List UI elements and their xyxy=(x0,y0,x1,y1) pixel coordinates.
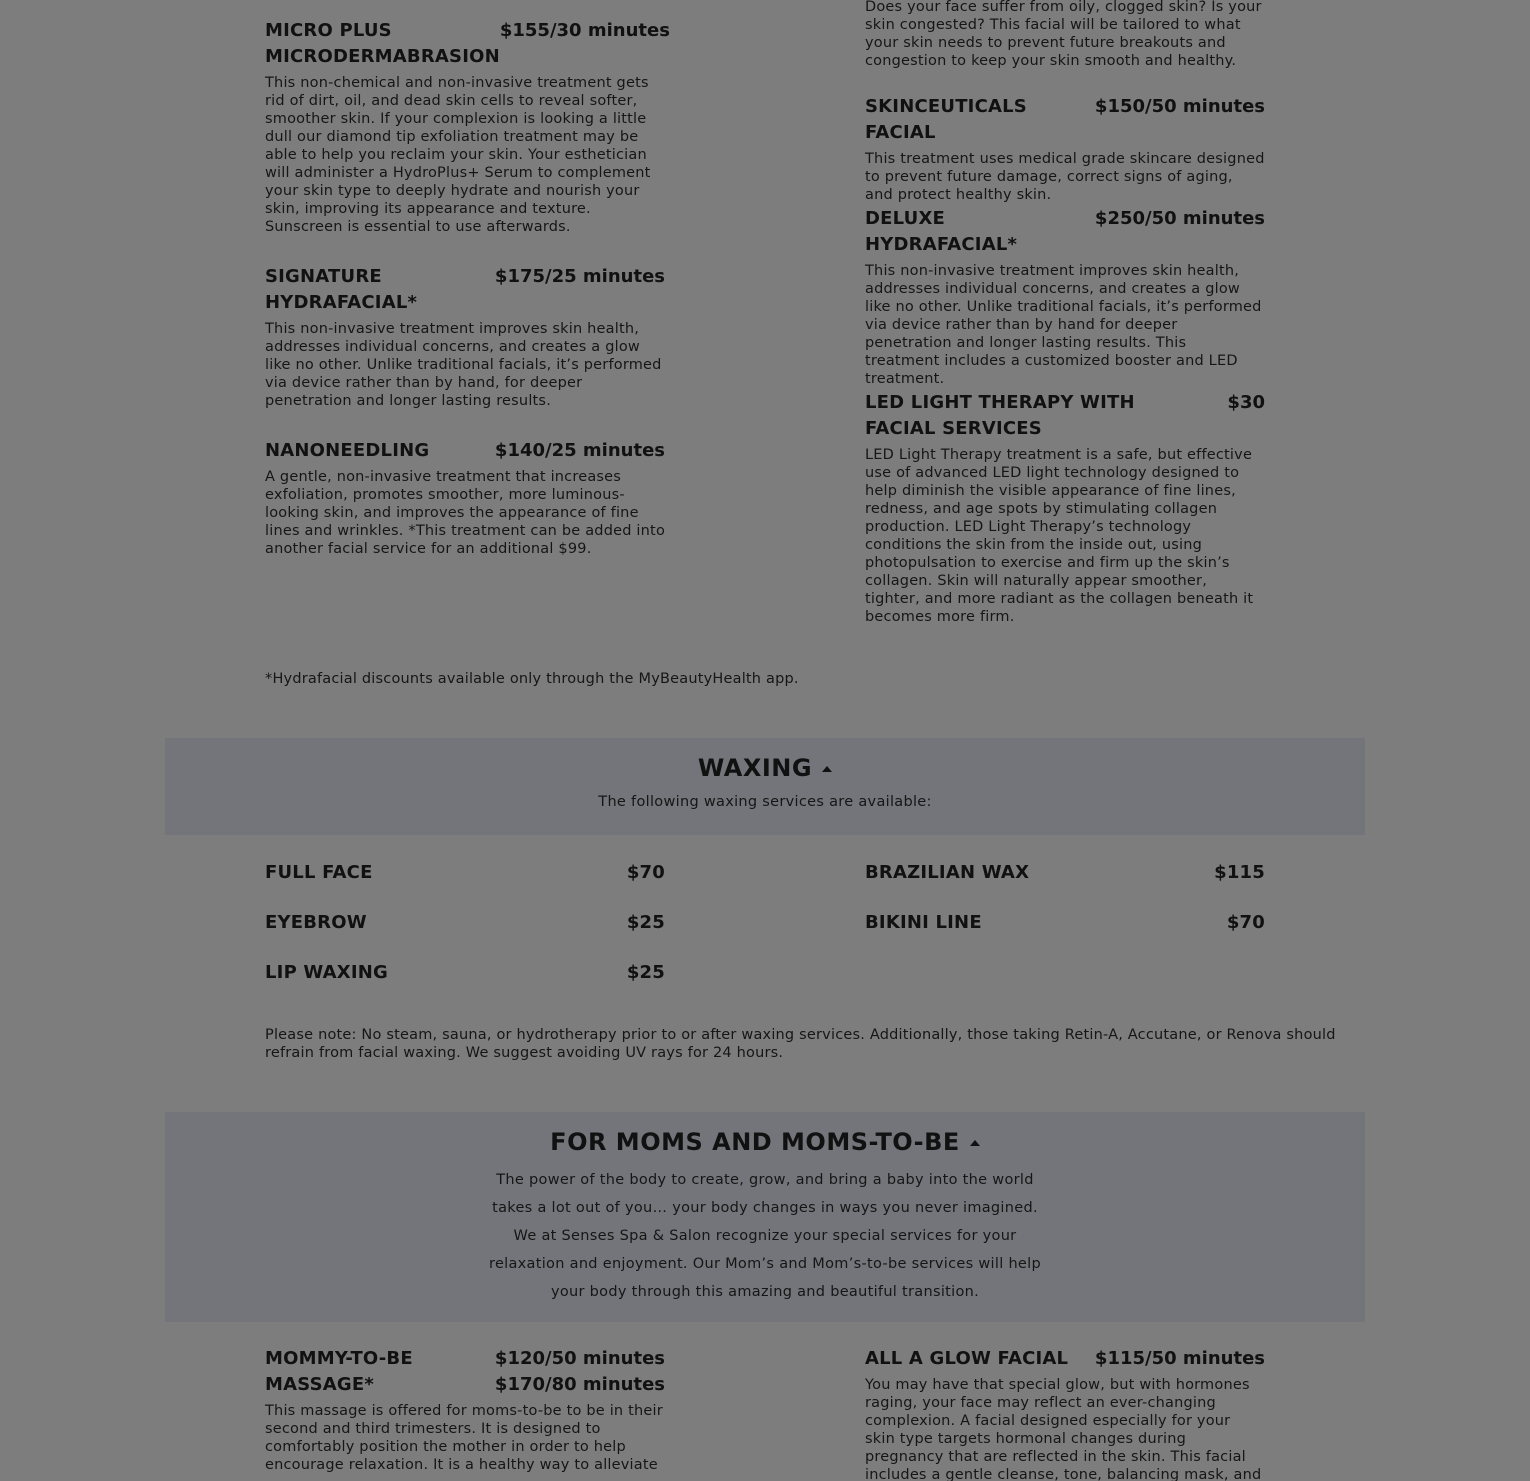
wax-item-price: $25 xyxy=(626,962,665,983)
service-description: This massage is offered for moms-to-be to be in their second and third trimesters. It is designed to comfortably position the mother in order to help encourage relaxation. It is a healthy way to alleviate xyxy=(265,1403,663,1473)
service-name: SKINCEUTICALS FACIAL xyxy=(865,96,1027,143)
waxing-title: WAXING xyxy=(697,754,813,782)
waxing-section-header[interactable] xyxy=(165,738,1365,835)
hydrafacial-footnote: *Hydrafacial discounts available only through the MyBeautyHealth app. xyxy=(265,671,799,687)
service-description: This non-invasive treatment improves skin health, addresses individual concerns, and creates a glow like no other. Unlike traditional facials, it’s performed via device rather than by hand for deeper penetration and longer lasting results. This treatment includes a customized booster and LED treatment. xyxy=(865,263,1262,387)
service-description: This non-chemical and non-invasive treatment gets rid of dirt, oil, and dead skin cells to reveal softer, smoother skin. If your complexion is looking a little dull our diamond tip exfoliation treatment may be able to help you reclaim your skin. Your esthetician will administer a HydroPlus+ Serum to complement your skin type to deeply hydrate and nourish your skin, improving its appearance and texture. Sunscreen is essential to use afterwards. xyxy=(265,75,651,235)
moms-section-header[interactable] xyxy=(165,1112,1365,1322)
service-nanoneedling xyxy=(265,438,665,558)
service-description: This treatment uses medical grade skincare designed to prevent future damage, correct signs of aging, and protect healthy skin. xyxy=(865,151,1265,203)
collapse-caret-icon[interactable] xyxy=(822,766,832,772)
moms-title: FOR MOMS AND MOMS-TO-BE xyxy=(550,1128,960,1156)
service-all-a-glow-facial xyxy=(865,1346,1265,1481)
wax-item xyxy=(265,860,665,886)
wax-item-name: FULL FACE xyxy=(265,862,373,883)
waxing-note: Please note: No steam, sauna, or hydrotherapy prior to or after waxing services. Additionally, those taking Retin-A, Accutane, or Renova should refrain from facial waxing. We suggest avoiding UV rays for 24 hours. xyxy=(265,1027,1336,1061)
service-description: You may have that special glow, but with hormones raging, your face may reflect an ever-changing complexion. A facial designed especially for your skin type targets hormonal changes during pregnancy that are reflected in the skin. This facial includes a gentle cleanse, tone, balancing mask, and xyxy=(865,1377,1262,1481)
service-name: MOMMY-TO-BE MASSAGE* xyxy=(265,1348,413,1395)
service-price: $30 xyxy=(1227,392,1265,413)
service-description: A gentle, non-invasive treatment that increases exfoliation, promotes smoother, more luminous-looking skin, and improves the appearance of fine lines and wrinkles. *This treatment can be added into another facial service for an additional $99. xyxy=(265,469,666,557)
service-name: SIGNATURE HYDRAFACIAL* xyxy=(265,266,418,313)
service-name: MICRO PLUS MICRODERMABRASION xyxy=(265,20,500,67)
service-micro-plus xyxy=(265,18,670,236)
moms-intro: The power of the body to create, grow, and bring a baby into the world takes a lot out of you… your body changes in ways you never imagined. We at Senses Spa & Salon recognize your special services for your relaxation and enjoyment. Our Mom’s and Mom’s-to-be services will help your body through this amazing and beautiful transition. xyxy=(489,1172,1041,1300)
wax-item-name: LIP WAXING xyxy=(265,962,389,983)
service-price: $155/30 minutes xyxy=(499,20,670,41)
service-name: LED LIGHT THERAPY WITH FACIAL SERVICES xyxy=(865,392,1135,439)
service-signature-hydrafacial xyxy=(265,264,665,410)
wax-item-name: EYEBROW xyxy=(265,912,367,933)
wax-item-price: $70 xyxy=(626,862,665,883)
service-skinceuticals-facial xyxy=(865,94,1265,204)
service-price: $150/50 minutes xyxy=(1094,96,1265,117)
wax-item xyxy=(865,860,1265,886)
service-price: $250/50 minutes xyxy=(1094,208,1265,229)
wax-item xyxy=(265,960,665,986)
service-price: $170/80 minutes xyxy=(494,1374,665,1395)
service-description: LED Light Therapy treatment is a safe, but effective use of advanced LED light technology designed to help diminish the visible appearance of fine lines, redness, and age spots by stimulating collagen production. LED Light Therapy’s technology conditions the skin from the inside out, using photopulsation to exercise and firm up the skin’s collagen. Skin will naturally appear smoother, tighter, and more radiant as the collagen beneath it becomes more firm. xyxy=(865,447,1254,625)
service-price: $140/25 minutes xyxy=(494,440,665,461)
service-name: NANONEEDLING xyxy=(265,440,430,461)
service-led-light-therapy xyxy=(865,390,1265,626)
service-mommy-to-be-massage xyxy=(265,1346,665,1474)
waxing-subtitle: The following waxing services are available: xyxy=(598,794,932,810)
wax-item xyxy=(265,910,665,936)
wax-item-name: BIKINI LINE xyxy=(865,912,982,933)
service-deluxe-hydrafacial xyxy=(865,206,1265,388)
facial-intro-text: Does your face suffer from oily, clogged skin? Is your skin congested? This facial will be tailored to what your skin needs to prevent future breakouts and congestion to keep your skin smooth and healthy. xyxy=(865,0,1262,69)
wax-item-price: $25 xyxy=(626,912,665,933)
collapse-caret-icon[interactable] xyxy=(970,1140,980,1146)
service-price: $120/50 minutes xyxy=(494,1348,665,1369)
facial-intro xyxy=(865,0,1265,70)
wax-item xyxy=(865,910,1265,936)
wax-item-price: $115 xyxy=(1214,862,1265,883)
service-name: DELUXE HYDRAFACIAL* xyxy=(865,208,1018,255)
service-price: $175/25 minutes xyxy=(494,266,665,287)
service-price: $115/50 minutes xyxy=(1094,1348,1265,1369)
wax-item-name: BRAZILIAN WAX xyxy=(865,862,1030,883)
wax-item-price: $70 xyxy=(1226,912,1265,933)
service-name: ALL A GLOW FACIAL xyxy=(865,1348,1069,1369)
service-description: This non-invasive treatment improves skin health, addresses individual concerns, and creates a glow like no other. Unlike traditional facials, it’s performed via device rather than by hand, for deeper penetration and longer lasting results. xyxy=(265,321,662,409)
